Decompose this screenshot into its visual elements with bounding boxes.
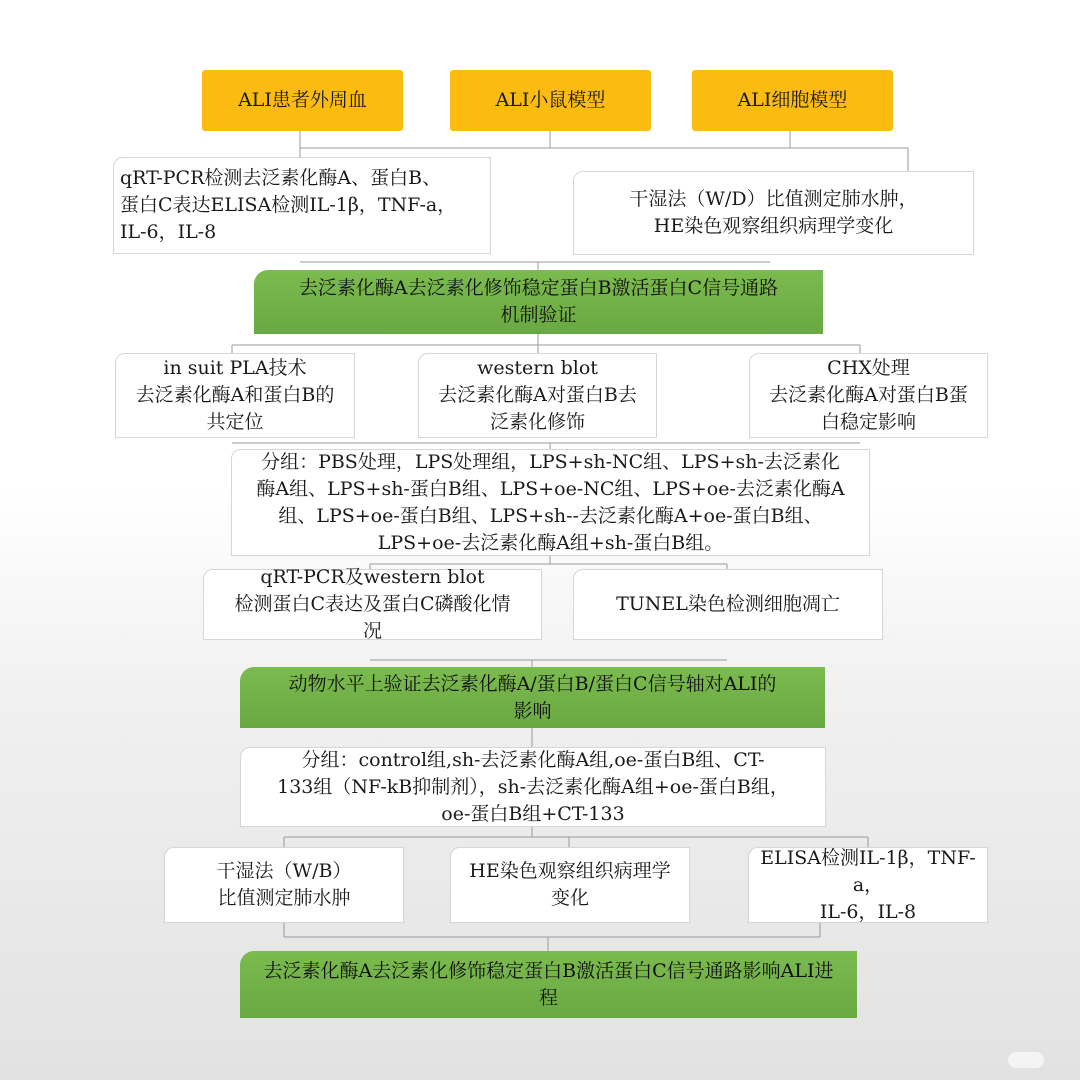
box-western-blot-deubiquitination: western blot 去泛素化酶A对蛋白B去 泛素化修饰: [418, 353, 657, 438]
box-patients-blood: ALI患者外周血: [202, 70, 403, 131]
box-wd-he-detection: 干湿法（W/D）比值测定肺水肿， HE染色观察组织病理学变化: [573, 171, 974, 255]
box-wb-lung-edema: 干湿法（W/B） 比值测定肺水肿: [164, 847, 404, 923]
box-cell-model: ALI细胞模型: [692, 70, 893, 131]
box-mechanism-verification: 去泛素化酶A去泛素化修饰稳定蛋白B激活蛋白C信号通路 机制验证: [254, 270, 823, 334]
box-elisa-cytokines: ELISA检测IL-1β，TNF-a， IL-6，IL-8: [748, 847, 988, 923]
box-chx-stability: CHX处理 去泛素化酶A对蛋白B蛋 白稳定影响: [749, 353, 988, 438]
box-pla-colocalization: in suit PLA技术 去泛素化酶A和蛋白B的 共定位: [115, 353, 355, 438]
box-qpcr-wb-protein-c: qRT-PCR及western blot 检测蛋白C表达及蛋白C磷酸化情 况: [203, 569, 542, 640]
box-mouse-model: ALI小鼠模型: [450, 70, 651, 131]
box-tunel-apoptosis: TUNEL染色检测细胞凋亡: [573, 569, 883, 640]
box-cell-grouping: 分组：PBS处理，LPS处理组，LPS+sh-NC组、LPS+sh-去泛素化 酶A组、LPS+sh-蛋白B组、LPS+oe-NC组、LPS+oe-去泛素化酶A 组、LPS+oe-蛋白B组、LPS+sh--去泛素化酶A+oe-蛋白B组、 LPS+oe-去泛素化酶A组+sh-蛋白B组。: [231, 449, 870, 556]
box-qpcr-elisa-detection: qRT-PCR检测去泛素化酶A、蛋白B、 蛋白C表达ELISA检测IL-1β，TNF-a， IL-6，IL-8: [113, 157, 491, 254]
box-conclusion: 去泛素化酶A去泛素化修饰稳定蛋白B激活蛋白C信号通路影响ALI进 程: [240, 951, 857, 1018]
box-he-pathology: HE染色观察组织病理学 变化: [450, 847, 690, 923]
box-animal-grouping: 分组：control组,sh-去泛素化酶A组,oe-蛋白B组、CT- 133组（NF-kB抑制剂），sh-去泛素化酶A组+oe-蛋白B组， oe-蛋白B组+CT-133: [240, 747, 826, 827]
watermark-blob: [1008, 1052, 1044, 1068]
box-animal-verification: 动物水平上验证去泛素化酶A/蛋白B/蛋白C信号轴对ALI的 影响: [240, 667, 825, 728]
